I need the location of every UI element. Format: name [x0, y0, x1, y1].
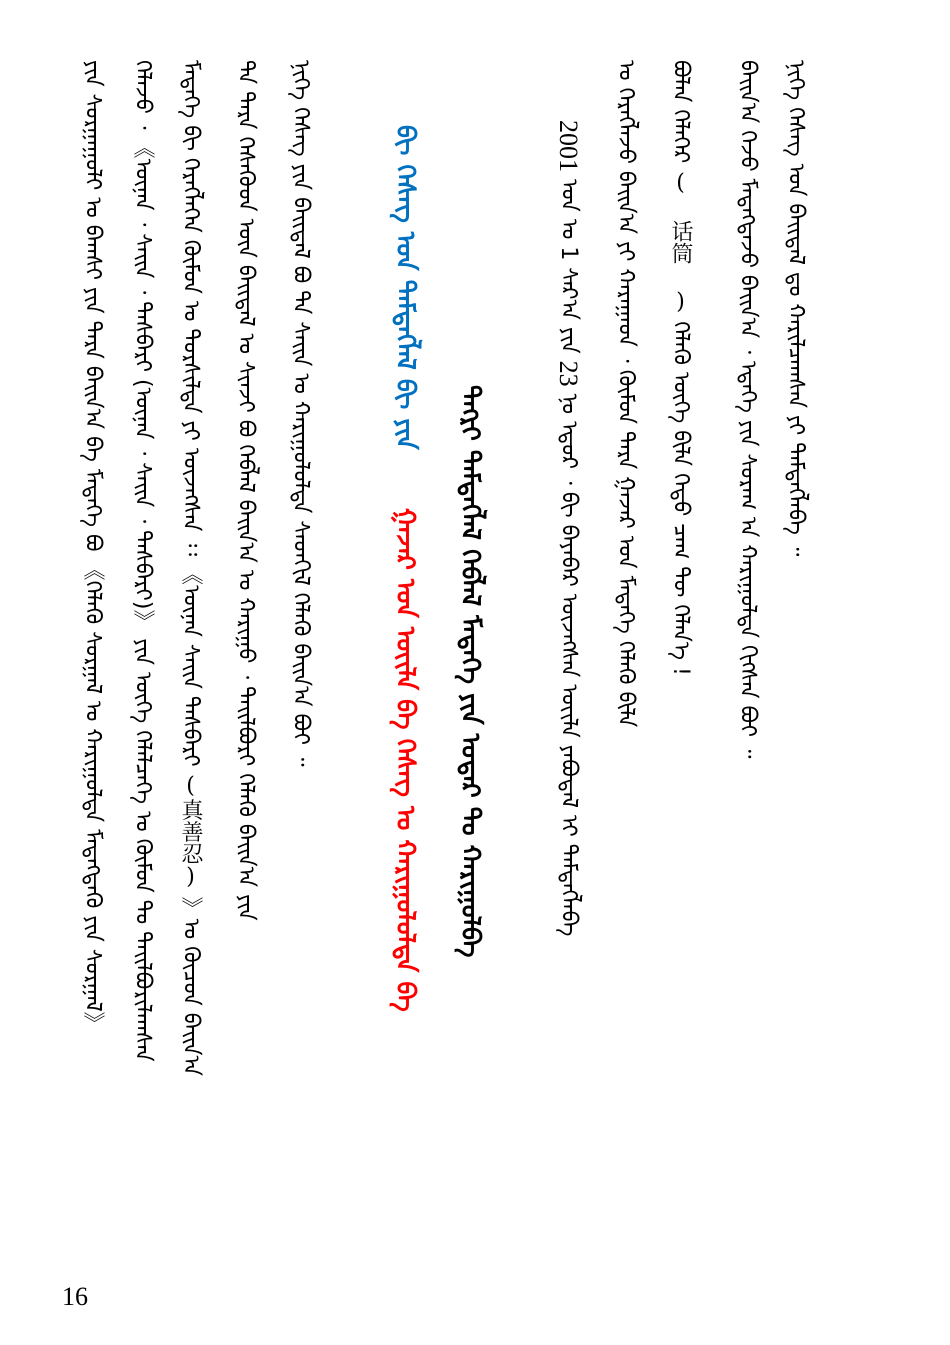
top-line-5-year: 2001 — [554, 120, 583, 172]
page-number: 16 — [62, 1282, 88, 1311]
body-line-3-start: ᠮᠡᠳᠡᠭᠡ ᠪᠢ ᠬᠡᠷᠡᠭᠯᠡᠭᠡᠨ ᠬᠦᠮᠦᠨ ᠤ ᠲᠤᠷᠰᠢᠯᠲᠠ ᠶᠢ ᠦᠵᠡᠭᠰᠡᠨ ᠄᠄ 《ᠦᠨᠡᠨ ᠰᠠᠢᠨ ᠲᠡᠰᠪᠡᠷᠢ — [178, 60, 203, 767]
top-paragraph-line-1 — [775, 60, 815, 1290]
body-line-3-end: 》ᠤ ᠬᠦᠴᠦᠨ ᠪᠠᠢᠨ᠎ᠠ — [178, 896, 203, 1076]
heading-blue-text: ᠪᠢ ᠬᠡᠰᠡᠭ ᠤᠨ ᠲᠡᠮᠳᠡᠭᠯᠡᠯ ᠪᠢ ᠶᠢᠨ — [390, 125, 420, 450]
body-paragraph-line-4 — [122, 60, 162, 1290]
body-line-5-text: ᠶᠢᠨ ᠰᠤᠷᠭᠠᠭᠤᠯᠢ ᠤ ᠪᠠᠭᠰᠢ ᠶᠢᠨ ᠲᠡᠷᠡ ᠪᠠᠢᠨ᠎ᠠ ᠪᠠ ᠮᠡᠳᠡᠭᠡ ᠪᠤ 《ᠬᠡᠯᠡᠬᠦ ᠰᠤᠷᠭᠠᠯ ᠤ ᠬᠠᠷᠢᠭᠤᠯᠲᠠ ᠮᠡᠳᠡᠭᠳᠡᠬᠦ ᠶᠢᠨ ᠰᠤᠷᠭᠠᠯ》 — [80, 60, 105, 1034]
top-line-5-end: ᠨᠤ ᠡᠳᠦᠷ ᠂ ᠪᠢ ᠪᠡᠶᠡᠪᠡᠷ ᠦᠵᠡᠭᠰᠡᠨ ᠦᠢᠯᠡ ᠶᠠᠪᠤᠳᠠᠯ ᠢ ᠲᠡᠮᠳᠡᠭᠯᠡᠪᠡ — [556, 393, 581, 937]
heading-colored-line — [385, 125, 425, 1145]
top-paragraph-line-2 — [727, 60, 767, 1290]
body-line-1-text: ᠨᠢᠭᠡ ᠬᠡᠰᠡᠭ ᠶᠢᠨ ᠪᠠᠢᠳᠠᠯ ᠪᠤ ᠲᠠ ᠰᠠᠢᠨ ᠤ ᠬᠠᠷᠢᠭᠤᠯᠤᠯᠲᠠ ᠰᠡᠳᠬᠢᠯ ᠬᠡᠯᠡᠬᠦ ᠪᠠᠢᠨ᠎ᠠ ᠪᠤᠢ ᠃ — [288, 60, 313, 767]
top-line-5-mid: ᠣᠨ ᠤ 1 ᠰᠠᠷ᠎ᠠ ᠶᠢᠨ — [556, 179, 581, 354]
top-line-2-text: ᠪᠠᠢᠨ᠎ᠠ ᠭᠡᠵᠦ ᠮᠡᠳᠡᠭᠳᠡᠵᠦ ᠪᠠᠢᠨ᠎ᠠ ᠂ ᠡᠳᠡᠭᠡ ᠶᠢᠨ ᠰᠤᠷᠠᠭ ᠠ ᠬᠠᠷᠢᠭᠤᠯᠳᠠ ᠬᠢᠭᠰᠡᠨ ᠪᠤᠢ ᠃ — [735, 60, 760, 759]
top-line-3-end: ᠬᠡᠯᠡᠬᠦ ᠦᠭᠡ ᠪᠢᠯᠡ ᠬᠡᠳᠦ ᠴᠠᠭ ᠲᠦ ᠬᠡᠯᠡᠨ᠎ᠡ ! — [668, 321, 693, 676]
top-paragraph-line-4 — [605, 60, 645, 1290]
body-paragraph-line-3 — [170, 60, 210, 1290]
body-line-4-text: ᠬᠡᠯᠡᠵᠦ ᠂ 《ᠦᠨᠡᠨ ᠂ ᠰᠠᠢᠨ ᠂ ᠲᠡᠰᠪᠡᠷᠢ (ᠦᠨᠡᠨ ᠂ ᠰᠠᠢᠨ ᠂ ᠲᠡᠰᠪᠡᠷᠢ)》 ᠶᠢᠨ ᠦᠭᠡ ᠬᠡᠯᠡᠯᠴᠡᠭᠡ ᠤ ᠬᠦᠮᠦᠨ ᠲᠤ ᠲᠠᠢᠯᠪᠤᠷᠢᠯᠠᠭᠰᠠᠨ — [130, 60, 155, 1062]
body-paragraph-line-1 — [280, 60, 320, 1290]
heading-title-text: ᠲᠡᠭᠷᠢ ᠲᠡᠮᠳᠡᠭᠯᠡᠯ ᠬᠡᠪᠯᠡᠯ ᠮᠡᠳᠡᠭᠡ ᠶᠢᠨ ᠤᠳᠠᠷ ᠲᠤ ᠬᠠᠷᠢᠭᠤᠯᠪᠠ — [455, 385, 485, 958]
top-paragraph-line-3 — [660, 60, 700, 1290]
top-line-5-day: 23 — [554, 360, 583, 387]
body-paragraph-line-2 — [225, 60, 265, 1290]
body-paragraph-line-5 — [72, 60, 112, 1275]
top-line-3-start: ᠪᠣᠯᠠᠨ ᠬᠡᠯᠡᠭᠡᠷ — [668, 60, 693, 164]
heading-red-text: ᠭᠠᠵᠠᠷ ᠤᠨ ᠦᠢᠯᠡ ᠪᠡ ᠬᠡᠰᠡᠭ ᠤ ᠬᠠᠷᠢᠭᠤᠯᠤᠯᠲᠠ ᠪᠠ — [390, 507, 420, 1012]
body-line-2-text: ᠲᠠ ᠲᠡᠷᠡ ᠬᠡᠰᠡᠭᠦᠳ ᠦᠨ ᠪᠠᠢᠳᠠᠯ ᠤ ᠰᠢᠨᠵᠢ ᠪᠤ ᠬᠡᠪᠯᠡᠯ ᠪᠠᠢᠨ᠎ᠠ ᠤ ᠬᠠᠷᠢᠭᠤ ᠂ ᠲᠠᠢᠯᠪᠤᠷᠢ ᠬᠡᠯᠡᠬᠦ ᠪᠠᠢᠨ᠎ᠠ ᠶᠢᠨ — [233, 60, 258, 921]
heading-title-line — [450, 385, 490, 1045]
top-line-3-chinese: ( 话筒 ) — [668, 170, 693, 315]
top-line-1-text: ᠨᠢᠭᠡ ᠬᠡᠰᠡᠭ ᠤᠨ ᠪᠠᠢᠳᠠᠯ ᠳᠤ ᠬᠠᠷᠢᠯᠴᠠᠭᠰᠠᠨ ᠶᠢ ᠲᠡᠮᠳᠡᠭᠯᠡᠪᠡ ᠃ — [783, 60, 808, 557]
body-line-3-chinese: (真善忍) — [178, 773, 203, 890]
top-line-4-text: ᠤ ᠬᠡᠷᠡᠭᠯᠡᠵᠦ ᠪᠠᠢᠨ᠎ᠠ ᠶᠢ ᠬᠠᠷᠠᠭᠠᠳ ᠂ ᠬᠦᠮᠦᠨ ᠲᠡᠷᠡ ᠭᠠᠵᠠᠷ ᠤᠨ ᠮᠡᠳᠡᠭᠡ ᠬᠡᠯᠡᠬᠦ ᠪᠢᠯᠡ — [613, 60, 638, 728]
top-paragraph-line-5 — [548, 120, 588, 1290]
